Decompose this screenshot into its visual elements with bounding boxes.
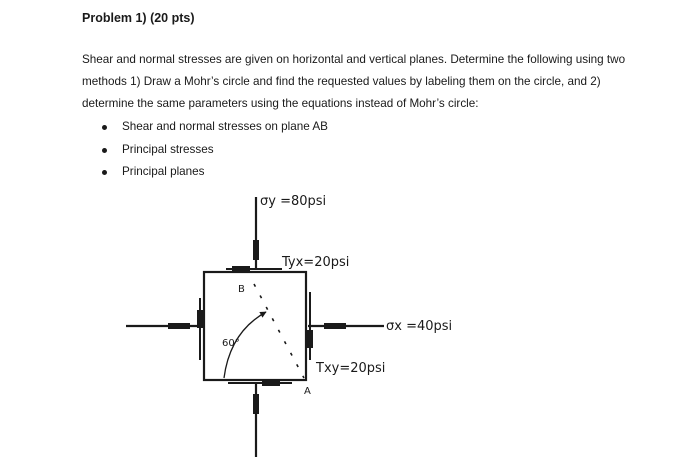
sigma-x-right-arrowhead (324, 323, 346, 329)
stress-element-square (204, 272, 306, 380)
list-item: Principal planes (100, 161, 328, 184)
angle-label: 60° (222, 338, 240, 349)
sigma-x-left-arrowhead (168, 323, 190, 329)
point-a-label: A (304, 386, 311, 397)
sigma-y-bottom-arrowhead (253, 394, 259, 414)
sigma-y-label: σy =80psi (260, 194, 327, 209)
problem-description: Shear and normal stresses are given on horizontal and vertical planes. Determine the following using two methods 1) Draw a Mohr’s circle and find the requested values by labeling them on the circle, and 2) determine the same parameters using the equations instead of Mohr’s circle: (82, 53, 626, 110)
sigma-x-label: σx =40psi (386, 319, 453, 334)
sigma-y-top-arrowhead (253, 240, 259, 260)
tau-xy-label: Txy=20psi (316, 361, 386, 376)
tau-yx-label: Tyx=20psi (282, 255, 350, 270)
list-item: Shear and normal stresses on plane AB (100, 116, 328, 139)
plane-ab-line (254, 284, 304, 378)
point-b-label: B (238, 284, 245, 295)
list-item: Principal stresses (100, 139, 328, 162)
problem-title: Problem 1) (20 pts) (82, 11, 195, 25)
